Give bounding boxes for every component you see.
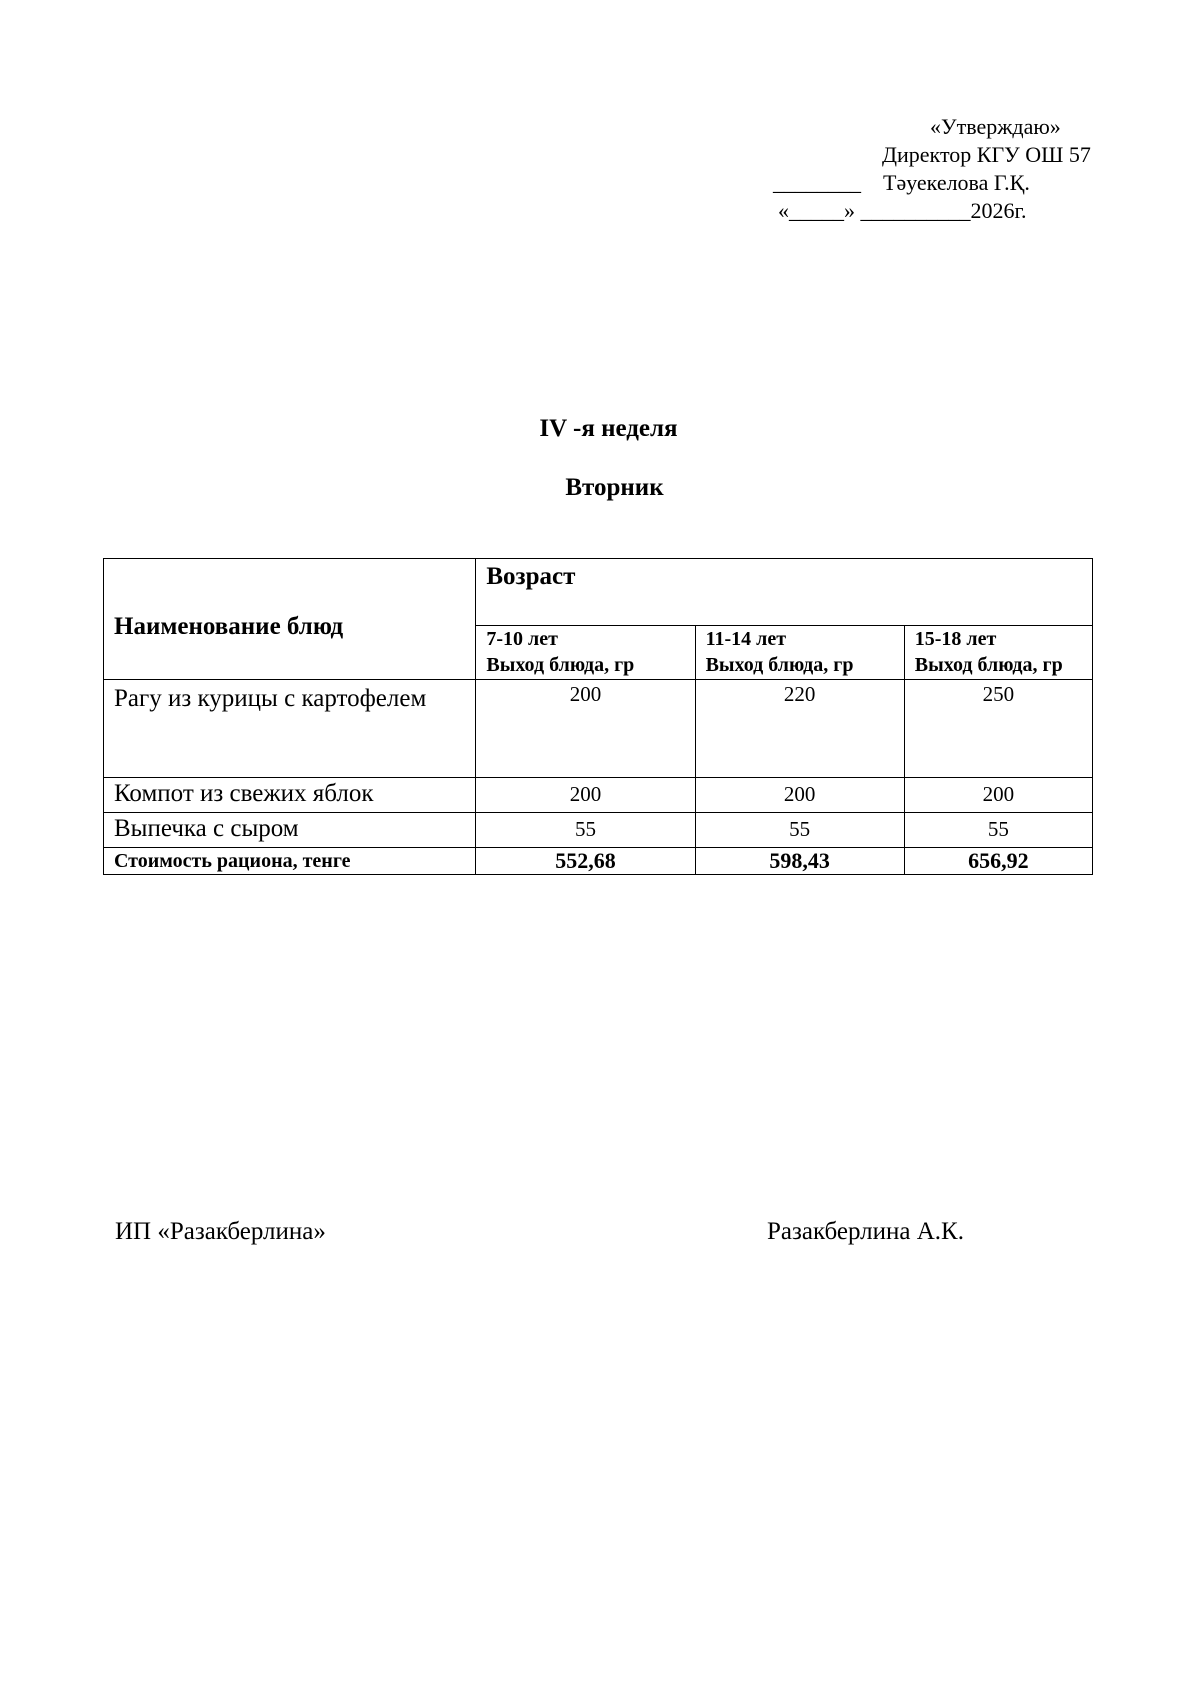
dish-name: Компот из свежих яблок <box>104 778 476 813</box>
total-value: 552,68 <box>476 848 695 875</box>
portion-value: 55 <box>476 813 695 848</box>
day-title: Вторник <box>565 474 664 501</box>
dish-name: Выпечка с сыром <box>104 813 476 848</box>
total-label: Стоимость рациона, тенге <box>104 848 476 875</box>
approval-date-line: «_____» __________2026г. <box>778 198 1027 223</box>
director-signature-line: ________ Тәуекелова Г.Қ. <box>773 170 1030 195</box>
table-row <box>104 813 1093 848</box>
age-group-15-18: 15-18 лет <box>904 626 1092 653</box>
week-title: IV -я неделя <box>539 415 678 442</box>
dish-name: Рагу из курицы с картофелем <box>104 680 476 778</box>
total-value: 656,92 <box>904 848 1092 875</box>
portion-value: 200 <box>904 778 1092 813</box>
age-group-7-10: 7-10 лет <box>476 626 695 653</box>
signatory-name: Разакберлина А.К. <box>767 1218 964 1245</box>
portion-value: 220 <box>695 680 904 778</box>
table-row <box>104 778 1093 813</box>
supplier-name: ИП «Разакберлина» <box>115 1218 326 1245</box>
portion-value: 55 <box>695 813 904 848</box>
unit-label: Выход блюда, гр <box>904 652 1092 680</box>
portion-value: 200 <box>695 778 904 813</box>
dish-name-header: Наименование блюд <box>104 559 476 680</box>
approval-title: «Утверждаю» <box>930 114 1061 139</box>
total-value: 598,43 <box>695 848 904 875</box>
menu-table <box>103 558 1093 875</box>
portion-value: 55 <box>904 813 1092 848</box>
portion-value: 250 <box>904 680 1092 778</box>
portion-value: 200 <box>476 680 695 778</box>
director-title: Директор КГУ ОШ 57 <box>882 142 1091 167</box>
age-group-11-14: 11-14 лет <box>695 626 904 653</box>
age-header: Возраст <box>476 559 1093 626</box>
unit-label: Выход блюда, гр <box>476 652 695 680</box>
table-row <box>104 680 1093 778</box>
unit-label: Выход блюда, гр <box>695 652 904 680</box>
portion-value: 200 <box>476 778 695 813</box>
table-header-row <box>104 559 1093 626</box>
total-row <box>104 848 1093 875</box>
